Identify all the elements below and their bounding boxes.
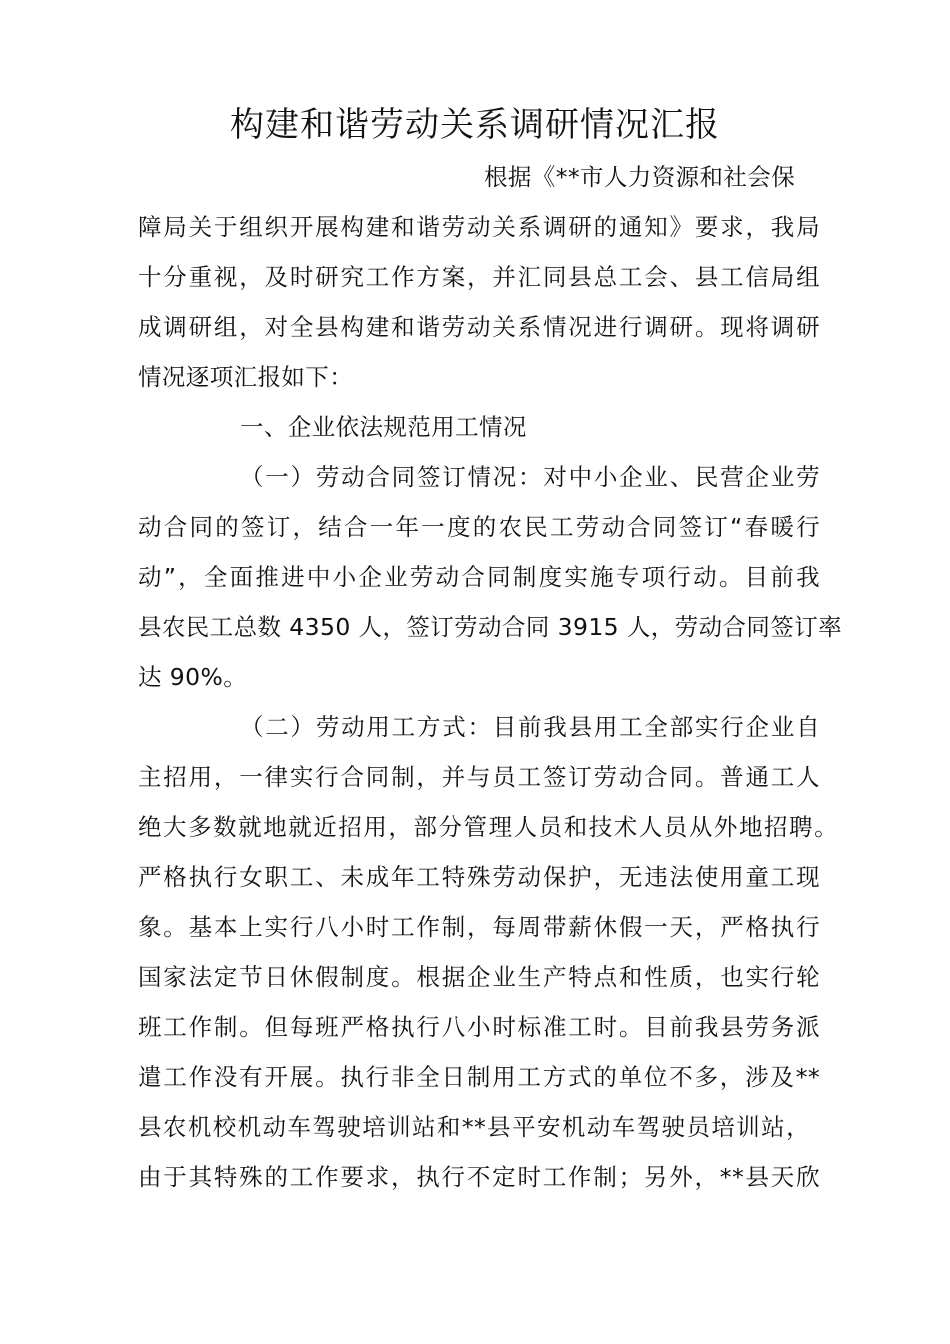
paragraph-line: 十分重视，及时研究工作方案，并汇同县总工会、县工信局组 [138,263,820,291]
paragraph-line: 动”，全面推进中小企业劳动合同制度实施专项行动。目前我 [138,563,820,591]
paragraph-line: 情况逐项汇报如下： [138,363,354,391]
paragraph-line: 达 90%。 [138,663,248,691]
paragraph-line: （一）劳动合同签订情况：对中小企业、民营企业劳 [240,463,820,491]
paragraph-line: 严格执行女职工、未成年工特殊劳动保护，无违法使用童工现 [138,863,820,891]
paragraph-line: 由于其特殊的工作要求，执行不定时工作制；另外，**县天欣 [138,1163,820,1191]
paragraph-line: 县农机校机动车驾驶培训站和**县平安机动车驾驶员培训站， [138,1113,810,1141]
paragraph-line: （二）劳动用工方式：目前我县用工全部实行企业自 [240,713,820,741]
paragraph-line: 障局关于组织开展构建和谐劳动关系调研的通知》要求，我局 [138,213,820,241]
paragraph-line: 根据《**市人力资源和社会保 [484,163,796,191]
paragraph-line: 成调研组，对全县构建和谐劳动关系情况进行调研。现将调研 [138,313,820,341]
paragraph-line: 主招用，一律实行合同制，并与员工签订劳动合同。普通工人 [138,763,820,791]
paragraph-line: 县农民工总数 4350 人，签订劳动合同 3915 人，劳动合同签订率 [138,613,842,641]
paragraph-line: 动合同的签订，结合一年一度的农民工劳动合同签订“春暖行 [138,513,820,541]
paragraph-line: 班工作制。但每班严格执行八小时标准工时。目前我县劳务派 [138,1013,820,1041]
document-title: 构建和谐劳动关系调研情况汇报 [230,105,720,145]
section-heading: 一、企业依法规范用工情况 [240,413,527,441]
paragraph-line: 国家法定节日休假制度。根据企业生产特点和性质，也实行轮 [138,963,820,991]
paragraph-line: 绝大多数就地就近招用，部分管理人员和技术人员从外地招聘。 [138,813,838,841]
paragraph-line: 象。基本上实行八小时工作制，每周带薪休假一天，严格执行 [138,913,820,941]
paragraph-line: 遣工作没有开展。执行非全日制用工方式的单位不多，涉及** [138,1063,820,1091]
